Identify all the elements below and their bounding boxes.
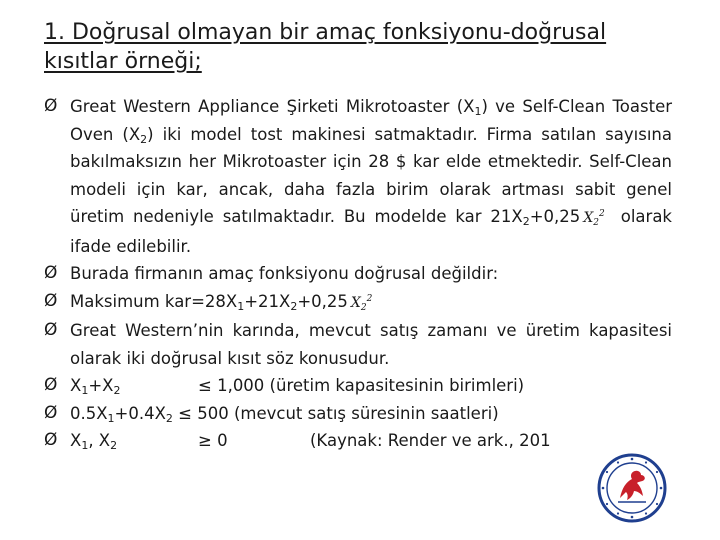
subscript: 2 — [140, 132, 148, 146]
equation-x-squared — [351, 295, 372, 311]
subscript: 1 — [81, 439, 89, 452]
bullet-text: olarak ifade edilebilir. — [70, 207, 672, 256]
bullet-item-constraints-intro — [44, 317, 672, 372]
subscript: 2 — [165, 411, 173, 425]
subscript: 1 — [81, 384, 89, 397]
subscript: 2 — [290, 299, 298, 313]
bullet-item-objective — [44, 288, 672, 318]
source-citation: (Kaynak: Render ve ark., 201 — [310, 431, 551, 450]
page-title: 1. Doğrusal olmayan bir amaç fonksiyonu-doğrusal kısıtlar örneği; — [44, 20, 607, 74]
arrow-bullet-icon: Ø — [44, 263, 58, 283]
bullet-list — [44, 93, 672, 455]
bullet-item-company — [44, 93, 672, 260]
subscript: 1 — [474, 105, 482, 118]
bullet-text: ) iki model tost makinesi satmaktadır. Firma satılan sayısına bakılmaksızın her Mikrotoaster için 28 $ kar elde etmektedir. Self-Clean modeli için kar, ancak, daha fazla birim olarak artması sabit genel üretim nedeniyle satılmaktadır. Bu modelde kar 21X — [70, 124, 672, 226]
bullet-item-nonnegativity — [44, 427, 672, 455]
bullet-text: ) ve Self-Clean Toaster Oven (X — [70, 97, 672, 144]
equation-superscript: 2 — [366, 293, 373, 304]
bullet-text: +0,25 — [529, 207, 581, 226]
equation-x-squared — [583, 210, 604, 226]
bullet-text: Maksimum kar=28X — [70, 291, 238, 311]
bullet-text: X — [70, 376, 82, 395]
bullet-text: Great Western Appliance Şirketi Mikrotoaster (X — [70, 97, 475, 116]
bullet-text: X — [70, 431, 82, 450]
bullet-text: 0.5X — [70, 403, 108, 423]
constraint-rhs: ≥ 0 — [198, 431, 228, 450]
bullet-text: Great Western’nin karında, mevcut satış zamanı ve üretim kapasitesi olarak iki doğrusal kısıt söz konusudur. — [70, 321, 672, 368]
equation-subscript: 2 — [593, 218, 600, 228]
arrow-bullet-icon: Ø — [44, 402, 58, 423]
subscript: 2 — [110, 439, 118, 452]
arrow-bullet-icon: Ø — [44, 430, 58, 450]
university-logo-icon — [596, 452, 668, 524]
arrow-bullet-icon: Ø — [44, 375, 58, 395]
arrow-bullet-icon: Ø — [44, 290, 58, 311]
bullet-text: +0,25 — [297, 291, 348, 311]
bullet-text: ≤ 500 (mevcut satış süresinin saatleri) — [178, 403, 499, 423]
bullet-text: +X — [88, 376, 114, 395]
equation-subscript: 2 — [360, 302, 367, 313]
equation-variable: X — [583, 210, 594, 226]
bullet-item-nonlinear — [44, 260, 672, 288]
bullet-item-capacity-constraint — [44, 372, 672, 400]
equation-variable: X — [350, 294, 361, 311]
arrow-bullet-icon: Ø — [44, 320, 58, 340]
arrow-bullet-icon: Ø — [44, 96, 58, 116]
subscript: 1 — [107, 411, 115, 425]
subscript: 2 — [113, 384, 121, 397]
bullet-text: , X — [88, 431, 111, 450]
bullet-item-time-constraint — [44, 400, 672, 428]
constraint-lhs — [70, 427, 198, 455]
equation-superscript: 2 — [599, 209, 605, 219]
bullet-text: +0.4X — [114, 403, 166, 423]
subscript: 1 — [237, 299, 245, 313]
subscript: 2 — [522, 215, 530, 228]
bullet-text: +21X — [244, 291, 291, 311]
constraint-lhs — [70, 372, 198, 400]
bullet-text: Burada firmanın amaç fonksiyonu doğrusal değildir: — [70, 264, 499, 283]
constraint-rhs: ≤ 1,000 (üretim kapasitesinin birimleri) — [198, 376, 525, 395]
